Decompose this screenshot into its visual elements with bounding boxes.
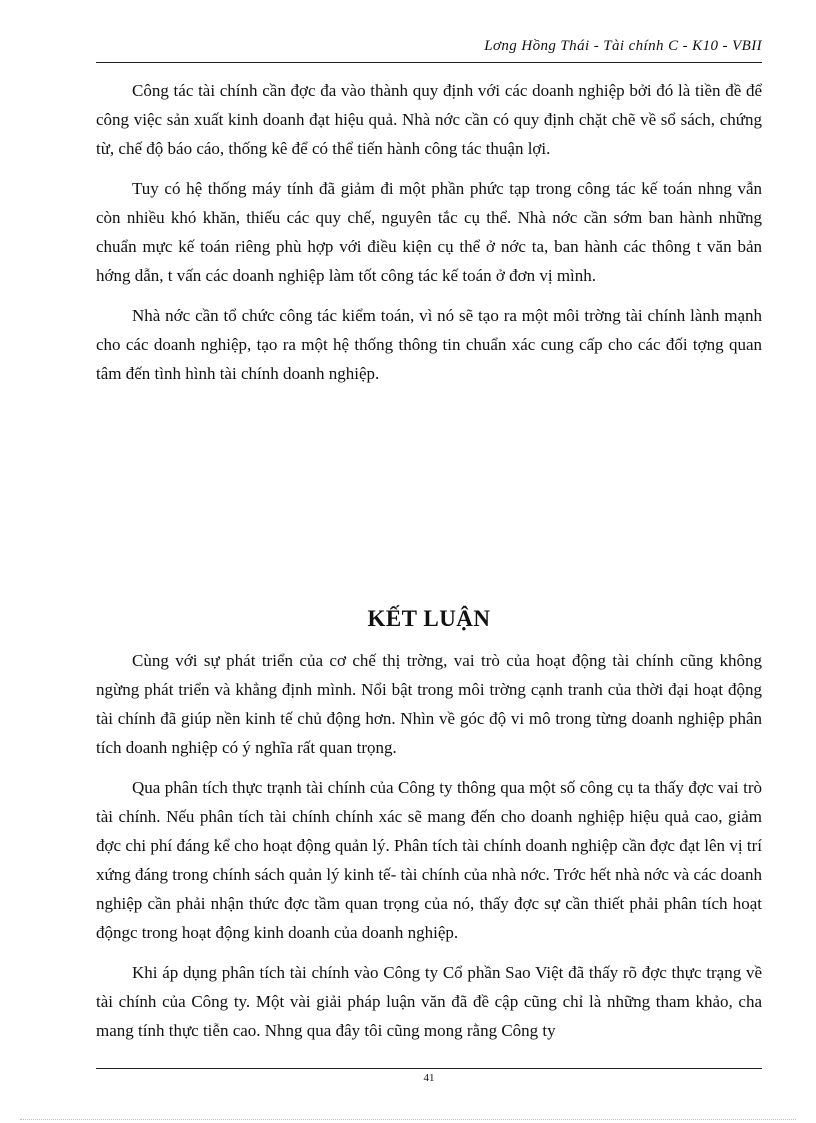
- paragraph: Tuy có hệ thống máy tính đã giảm đi một phần phức tạp trong công tác kế toán nhng vẫn còn nhiều khó khăn, thiếu các quy chế, nguyên tắc cụ thể. Nhà nớc cần sớm ban hành những chuẩn mực kế toán riêng phù hợp với điều kiện cụ thể ở nớc ta, ban hành các thông t văn bản hớng dẫn, t vấn các doanh nghiệp làm tốt công tác kế toán ở đơn vị mình.: [96, 179, 762, 285]
- paragraph: Cùng với sự phát triển của cơ chế thị trờng, vai trò của hoạt động tài chính cũng không ngừng phát triển và khẳng định mình. Nổi bật trong môi trờng cạnh tranh của thời đại hoạt động tài chính đã giúp nền kinh tế chủ động hơn. Nhìn về góc độ vi mô trong từng doanh nghiệp phân tích doanh nghiệp có ý nghĩa rất quan trọng.: [96, 651, 762, 757]
- conclusion-section: [96, 646, 762, 1056]
- page-number: 41: [423, 1072, 435, 1084]
- running-header: Lơng Hồng Thái - Tài chính C - K10 - VBII: [484, 38, 762, 54]
- recommendations-section: [96, 76, 762, 399]
- paragraph: Qua phân tích thực trạnh tài chính của Công ty thông qua một số công cụ ta thấy đợc vai trò tài chính. Nếu phân tích tài chính chính xác sẽ mang đến cho doanh nghiệp hiệu quả cao, giảm đợc chi phí đáng kể cho hoạt động quản lý. Phân tích tài chính doanh nghiệp cần đợc đạt lên vị trí xứng đáng trong chính sách quản lý kinh tế- tài chính của nhà nớc. Trớc hết nhà nớc và các doanh nghiệp cần phải nhận thức đợc tầm quan trọng của nó, thấy đợc sự cần thiết phải phân tích hoạt độngc trong hoạt động kinh doanh của doanh nghiệp.: [96, 778, 762, 942]
- footer-rule: [96, 1068, 762, 1069]
- conclusion-title: KẾT LUẬN: [367, 606, 491, 631]
- paragraph: Khi áp dụng phân tích tài chính vào Công ty Cổ phần Sao Việt đã thấy rõ đợc thực trạng về tài chính của Công ty. Một vài giải pháp luận văn đã đề cập cũng chỉ là những tham khảo, cha mang tính thực tiễn cao. Nhng qua đây tôi cũng mong rằng Công ty: [96, 963, 762, 1040]
- paragraph: Công tác tài chính cần đợc đa vào thành quy định với các doanh nghiệp bởi đó là tiền đề để công việc sản xuất kinh doanh đạt hiệu quả. Nhà nớc cần có quy định chặt chẽ về sổ sách, chứng từ, chế độ báo cáo, thống kê để có thể tiến hành công tác thuận lợi.: [96, 81, 762, 158]
- paragraph: Nhà nớc cần tổ chức công tác kiểm toán, vì nó sẽ tạo ra một môi trờng tài chính lành mạnh cho các doanh nghiệp, tạo ra một hệ thống thông tin chuẩn xác cung cấp cho các đối tợng quan tâm đến tình hình tài chính doanh nghiệp.: [96, 306, 762, 383]
- page-edge-dotted-line: [20, 1119, 796, 1120]
- header-rule: [96, 62, 762, 63]
